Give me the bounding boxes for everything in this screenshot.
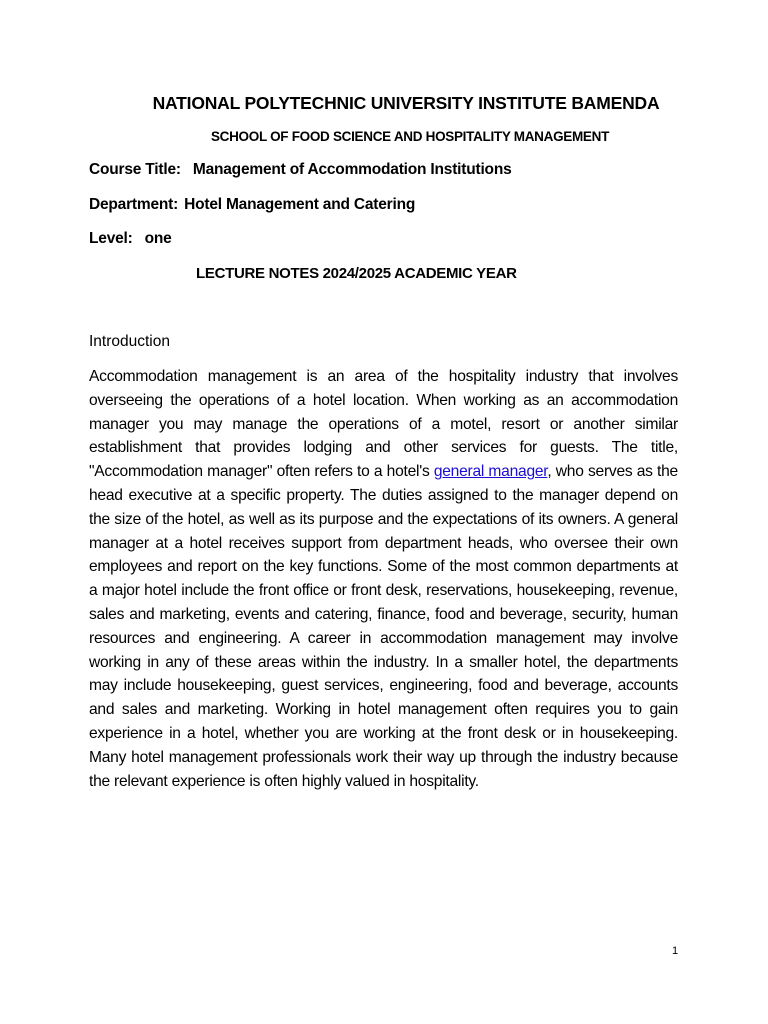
department-line [89,196,415,214]
paragraph-text-after-link: , who serves as the head executive at a specific property. The duties assigned to the manager depend on the size of the hotel, as well as its purpose and the expectations of its owners. A general manager at a hotel receives support from department heads, who oversee their own employees and report on the key functions. Some of the most common departments at a major hotel include the front office or front desk, reservations, housekeeping, revenue, sales and marketing, events and catering, finance, food and beverage, security, human resources and engineering. A career in accommodation management may involve working in any of these areas within the industry. In a smaller hotel, the departments may include housekeeping, guest services, engineering, food and beverage, accounts and sales and marketing. Working in hotel management often requires you to gain experience in a hotel, whether you are working at the front desk or in housekeeping. Many hotel management professionals work their way up through the industry because the relevant experience is often highly valued in hospitality. [89,463,678,790]
department-value: Hotel Management and Catering [184,196,416,213]
level-label: Level: [89,230,133,247]
course-title-value: Management of Accommodation Institutions [192,161,512,178]
introduction-paragraph [89,365,678,793]
level-value: one [144,230,172,247]
course-title-label: Course Title: [89,161,181,178]
department-label: Department: [89,196,179,213]
level-line [89,230,172,248]
paragraph-text-before-link: Accommodation management is an area of the hospitality industry that involves overseeing the operations of a hotel location. When working as an accommodation manager you may manage the operations of a motel, resort or another similar establishment that provides lodging and other services for guests. The title, "Accommodation manager" often refers to a hotel's [89,368,678,481]
page-number: 1 [672,945,679,957]
institution-title: NATIONAL POLYTECHNIC UNIVERSITY INSTITUTE BAMENDA [152,93,660,113]
general-manager-link[interactable]: general manager [433,463,548,481]
school-subtitle: SCHOOL OF FOOD SCIENCE AND HOSPITALITY MANAGEMENT [210,129,610,144]
lecture-notes-heading: LECTURE NOTES 2024/2025 ACADEMIC YEAR [196,265,517,282]
introduction-heading: Introduction [89,333,170,350]
course-title-line [89,161,512,179]
